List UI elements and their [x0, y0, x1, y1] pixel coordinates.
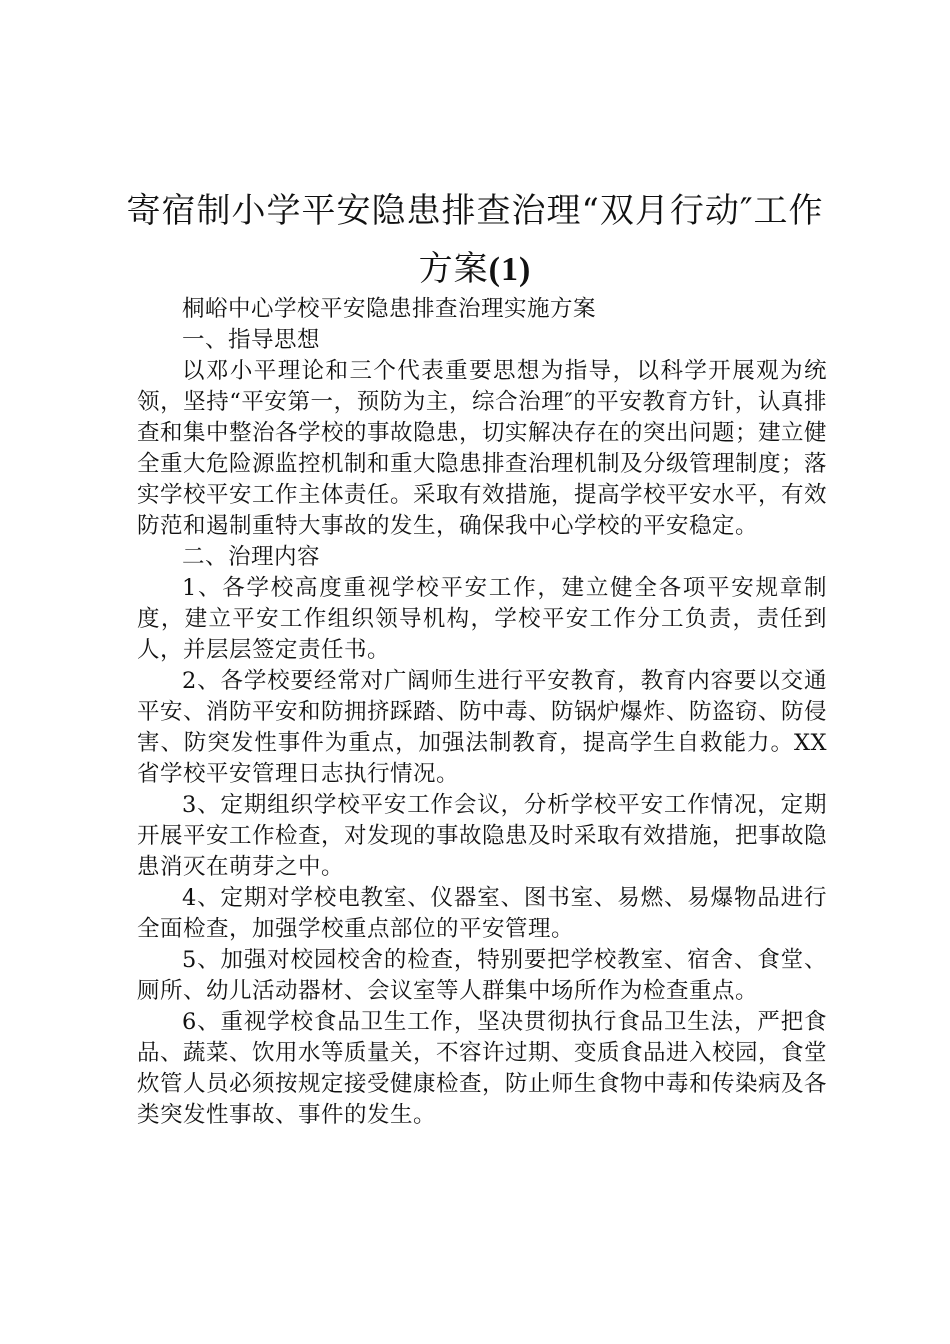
title-suffix-text: (1): [488, 251, 532, 288]
list-item-4: 4、定期对学校电教室、仪器室、图书室、易燃、易爆物品进行全面检查，加强学校重点部位的平安管理。: [137, 885, 827, 942]
title-main-text: 寄宿制小学平安隐患排查治理“双月行动″工作方案: [126, 191, 824, 289]
plan-subtitle: 桐峪中心学校平安隐患排查治理实施方案: [182, 296, 597, 322]
list-item-2: 2、各学校要经常对广阔师生进行平安教育，教育内容要以交通平安、消防平安和防拥挤踩踏、防中毒、防锅炉爆炸、防盗窃、防侵害、防突发性事件为重点，加强法制教育，提高学生自救能力。XX省学校平安管理日志执行情况。: [137, 668, 828, 787]
document-body: [137, 294, 827, 1131]
section-heading-governance-content: 二、治理内容: [182, 544, 321, 570]
list-item-5: 5、加强对校园校舍的检查，特别要把学校教室、宿舍、食堂、厕所、幼儿活动器材、会议室等人群集中场所作为检查重点。: [137, 947, 827, 1004]
list-item-3: 3、定期组织学校平安工作会议，分析学校平安工作情况，定期开展平安工作检查，对发现的事故隐患及时采取有效措施，把事故隐患消灭在萌芽之中。: [137, 792, 828, 880]
list-item-6: 6、重视学校食品卫生工作，坚决贯彻执行食品卫生法，严把食品、蔬菜、饮用水等质量关，不容许过期、变质食品进入校园，食堂炊管人员必须按规定接受健康检查，防止师生食物中毒和传染病及各类突发性事故、事件的发生。: [137, 1009, 828, 1128]
document-title: [120, 182, 830, 299]
paragraph-guiding-ideology: 以邓小平理论和三个代表重要思想为指导，以科学开展观为统领，坚持“平安第一，预防为主，综合治理″的平安教育方针，认真排查和集中整治各学校的事故隐患，切实解决存在的突出问题；建立健全重大危险源监控机制和重大隐患排查治理机制及分级管理制度；落实学校平安工作主体责任。采取有效措施，提高学校平安水平，有效防范和遏制重特大事故的发生，确保我中心学校的平安稳定。: [137, 358, 828, 539]
list-item-1: 1、各学校高度重视学校平安工作，建立健全各项平安规章制度，建立平安工作组织领导机构，学校平安工作分工负责，责任到人，并层层签定责任书。: [137, 575, 827, 663]
section-heading-guiding-ideology: 一、指导思想: [182, 327, 321, 353]
